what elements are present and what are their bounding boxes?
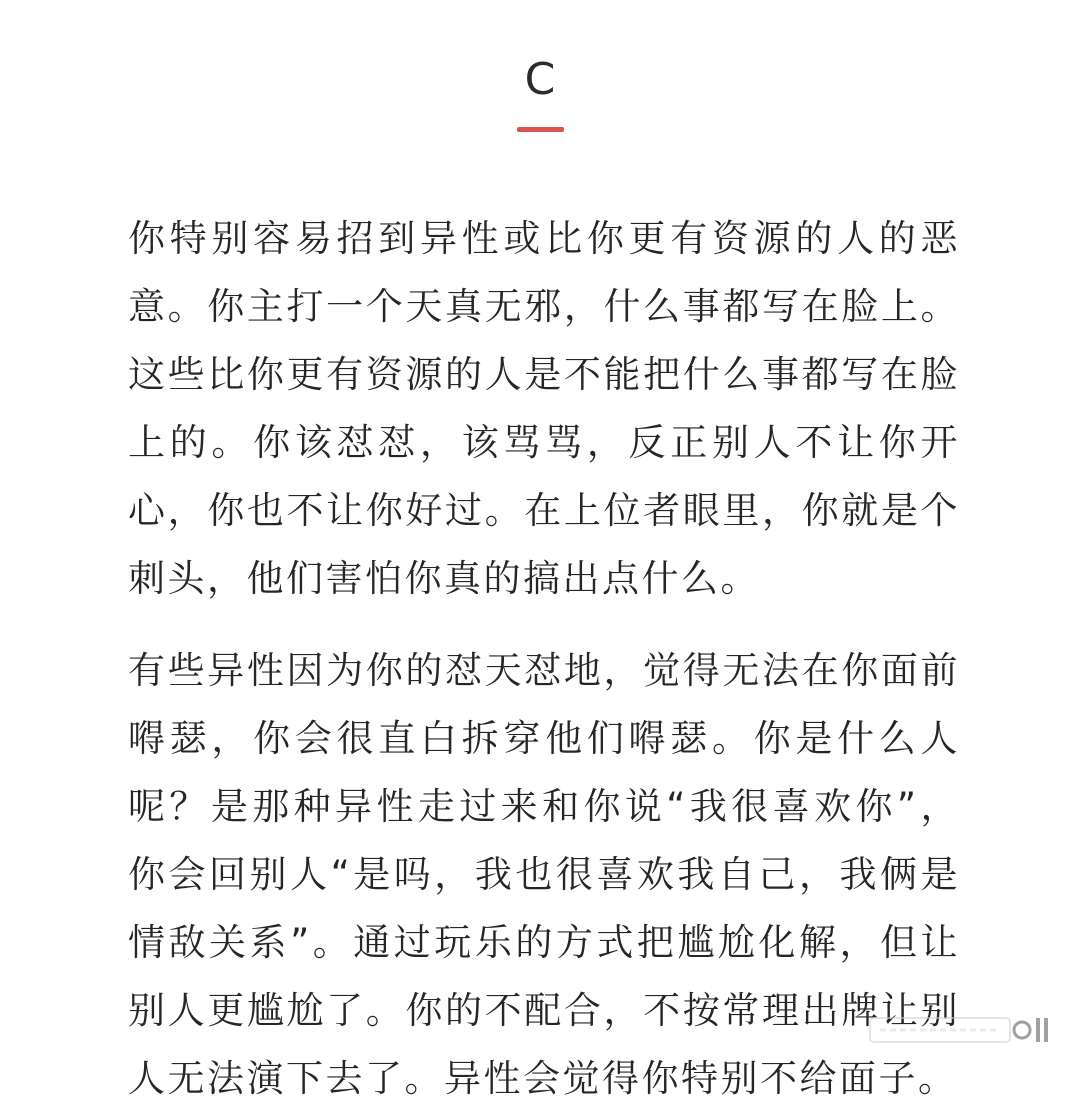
section-letter: C: [524, 54, 556, 105]
weibo-watermark-icon: [860, 1000, 1060, 1060]
section-divider: [517, 127, 564, 132]
paragraph-1: 你特别容易招到异性或比你更有资源的人的恶意。你主打一个天真无邪，什么事都写在脸上。这些比你更有资源的人是不能把什么事都写在脸上的。你该怼怼，该骂骂，反正别人不让你开心，你也不让你好过。在上位者眼里，你就是个刺头，他们害怕你真的搞出点什么。: [128, 217, 960, 600]
paragraph-2: 有些异性因为你的怼天怼地，觉得无法在你面前嘚瑟，你会很直白拆穿他们嘚瑟。你是什么人呢？是那种异性走过来和你说“我很喜欢你”，你会回别人“是吗，我也很喜欢我自己，我俩是情敌关系”。通过玩乐的方式把尴尬化解，但让别人更尴尬了。你的不配合，不按常理出牌让别人无法演下去了。异性会觉得你特别不给面子。: [128, 649, 960, 1100]
